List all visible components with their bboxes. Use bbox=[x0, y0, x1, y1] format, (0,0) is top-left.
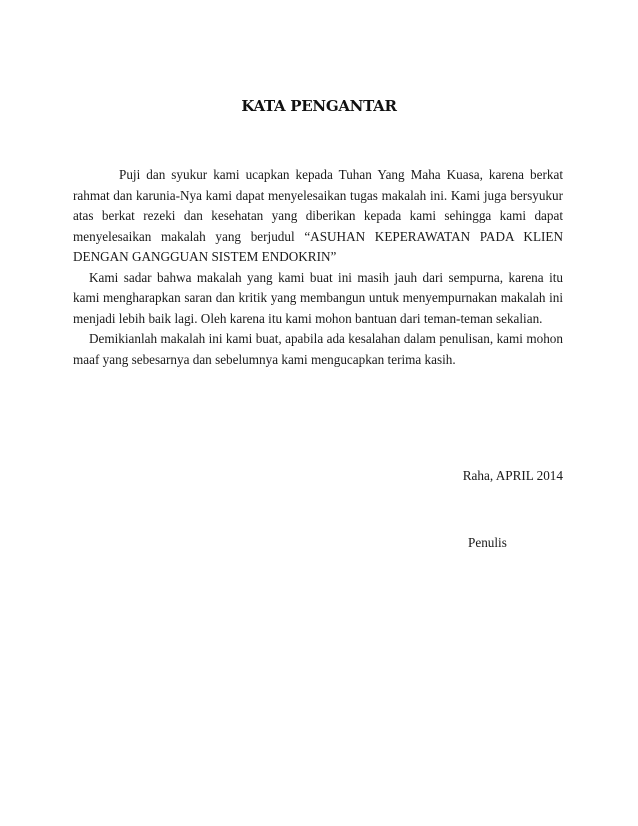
paragraph-2: Kami sadar bahwa makalah yang kami buat ini masih jauh dari sempurna, karena itu kami mengharapkan saran dan kritik yang membangun untuk menyempurnakan makalah ini menjadi lebih baik lagi. Oleh karena itu kami mohon bantuan dari teman-teman sekalian. bbox=[73, 269, 563, 326]
document-body bbox=[73, 165, 563, 370]
place-date: Raha, APRIL 2014 bbox=[462, 468, 563, 483]
page-title: KATA PENGANTAR bbox=[241, 97, 397, 115]
paragraph-3: Demikianlah makalah ini kami buat, apabila ada kesalahan dalam penulisan, kami mohon maaf yang sebesarnya dan sebelumnya kami mengucapkan terima kasih. bbox=[73, 331, 563, 367]
author-signature: Penulis bbox=[468, 535, 507, 550]
paragraph-1: Puji dan syukur kami ucapkan kepada Tuhan Yang Maha Kuasa, karena berkat rahmat dan karunia-Nya kami dapat menyelesaikan tugas makalah ini. Kami juga bersyukur atas berkat rezeki dan kesehatan yang diberikan kepada kami sehingga kami dapat menyelesaikan makalah yang berjudul “ASUHAN KEPERAWATAN PADA KLIEN DENGAN GANGGUAN SISTEM ENDOKRIN” bbox=[73, 167, 563, 264]
